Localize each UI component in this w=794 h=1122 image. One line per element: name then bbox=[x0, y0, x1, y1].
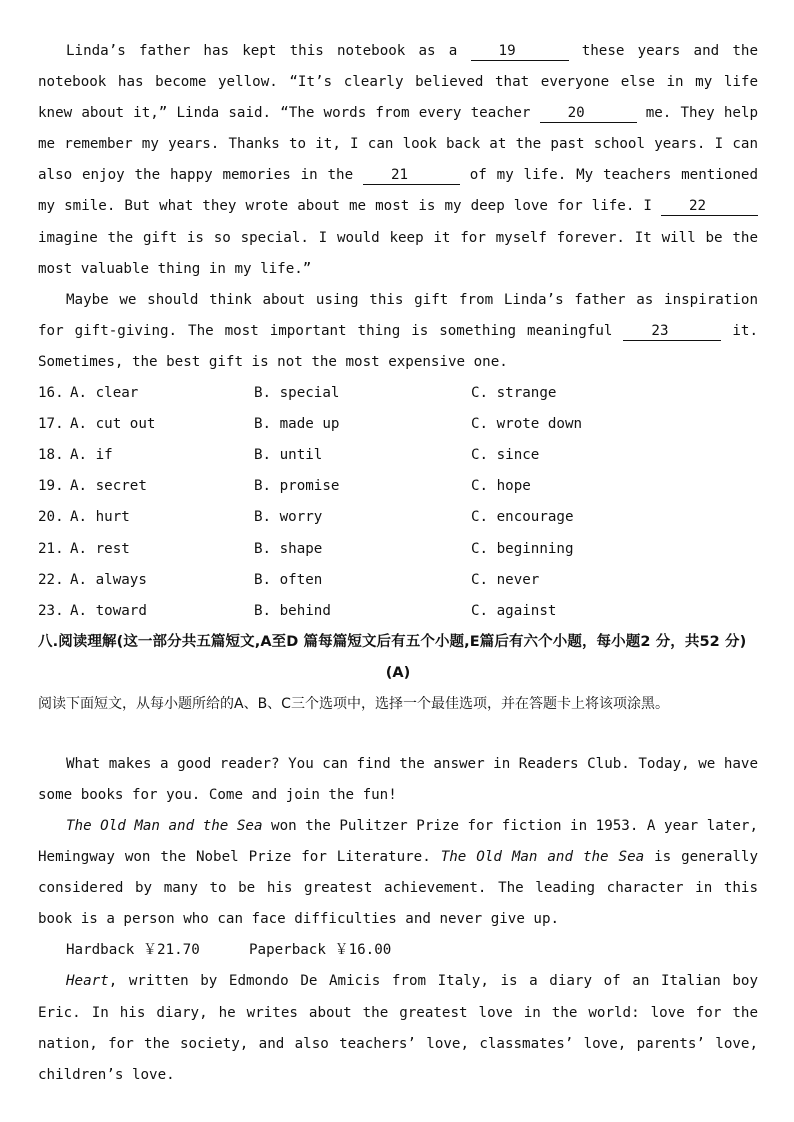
section-instruction: 阅读下面短文，从每小题所给的A、B、C三个选项中，选择一个最佳选项，并在答题卡上将该项涂黑。 bbox=[38, 695, 669, 712]
option-c: C. against bbox=[471, 602, 557, 619]
option-c: C. beginning bbox=[471, 540, 574, 557]
cloze-text: of my life. My teachers mentioned my smile. But what they wrote about me most is my deep love for life. I bbox=[38, 167, 758, 215]
blank-21: 21 bbox=[363, 166, 460, 185]
option-a: A. rest bbox=[70, 540, 130, 557]
option-c: C. hope bbox=[471, 478, 531, 495]
passage-label: (A) bbox=[385, 664, 411, 681]
option-c: C. since bbox=[471, 447, 540, 464]
book-title: The Old Man and the Sea bbox=[440, 849, 645, 866]
option-b: B. behind bbox=[254, 602, 331, 619]
option-a: A. always bbox=[70, 571, 147, 588]
option-a: A. secret bbox=[70, 478, 147, 495]
question-number: 19. bbox=[38, 478, 64, 495]
option-c: C. wrote down bbox=[471, 416, 583, 433]
question-number: 20. bbox=[38, 509, 64, 526]
cloze-text: imagine the gift is so special. I would keep it for myself forever. It will be the most valuable thing in my life.” bbox=[38, 229, 758, 277]
option-row bbox=[38, 409, 758, 440]
question-number: 16. bbox=[38, 385, 64, 402]
price-row bbox=[38, 935, 758, 966]
question-number: 21. bbox=[38, 540, 64, 557]
option-b: B. special bbox=[254, 385, 340, 402]
blank-22: 22 bbox=[661, 197, 758, 216]
cloze-paragraph-2 bbox=[38, 285, 758, 378]
option-b: B. promise bbox=[254, 478, 340, 495]
option-row bbox=[38, 440, 758, 471]
book-1-description bbox=[38, 811, 758, 935]
cloze-text: these years and the notebook has become yellow. “It’s clearly believed that everyone else in my life knew about it,” Linda said. “The words from every teacher bbox=[38, 43, 758, 122]
blank-23: 23 bbox=[623, 322, 721, 341]
blank-20: 20 bbox=[540, 104, 637, 123]
question-number: 18. bbox=[38, 447, 64, 464]
option-c: C. strange bbox=[471, 385, 557, 402]
option-a: A. clear bbox=[70, 385, 139, 402]
document-page bbox=[38, 36, 758, 1091]
cloze-text: Maybe we should think about using this gift from Linda’s father as inspiration for gift-giving. The most important thing is something meaningful bbox=[38, 291, 758, 339]
option-row bbox=[38, 565, 758, 596]
book-text: won the Pulitzer Prize for fiction in 1953. A year later, Hemingway won the Nobel Prize for Literature. bbox=[38, 817, 758, 866]
question-number: 17. bbox=[38, 416, 64, 433]
option-b: B. made up bbox=[254, 416, 340, 433]
option-a: A. toward bbox=[70, 602, 147, 619]
option-a: A. hurt bbox=[70, 509, 130, 526]
options-list bbox=[38, 378, 758, 627]
book-text: is generally considered by many to be his greatest achievement. The leading character in this book is a person who can face difficulties and never give up. bbox=[38, 849, 758, 928]
option-b: B. often bbox=[254, 571, 323, 588]
book-title: The Old Man and the Sea bbox=[66, 817, 263, 834]
question-number: 23. bbox=[38, 602, 64, 619]
option-row bbox=[38, 596, 758, 627]
section-title: 八.阅读理解(这一部分共五篇短文,A至D 篇每篇短文后有五个小题,E篇后有六个小题，每小题2 分，共52 分) bbox=[38, 633, 747, 650]
hardback-price: Hardback ￥21.70 bbox=[66, 942, 200, 959]
option-row bbox=[38, 502, 758, 533]
paperback-price: Paperback ￥16.00 bbox=[249, 942, 392, 959]
question-number: 22. bbox=[38, 571, 64, 588]
cloze-paragraph-1 bbox=[38, 36, 758, 285]
cloze-text: me. They help me remember my years. Thanks to it, I can look back at the past school years. I can also enjoy the happy memories in the bbox=[38, 105, 758, 184]
reading-intro: What makes a good reader? You can find the answer in Readers Club. Today, we have some books for you. Come and join the fun! bbox=[38, 755, 758, 803]
option-b: B. shape bbox=[254, 540, 323, 557]
option-row bbox=[38, 378, 758, 409]
option-c: C. encourage bbox=[471, 509, 574, 526]
option-row bbox=[38, 534, 758, 565]
book-2-description bbox=[38, 966, 758, 1090]
option-row bbox=[38, 471, 758, 502]
option-c: C. never bbox=[471, 571, 540, 588]
cloze-text: Linda’s father has kept this notebook as a bbox=[66, 43, 471, 59]
option-b: B. until bbox=[254, 447, 323, 464]
book-text: , written by Edmondo De Amicis from Italy, is a diary of an Italian boy Eric. In his diary, he writes about the greatest love in the world: love for the nation, for the society, and also teachers’ love, classmates’ love, parents’ love, children’s love. bbox=[38, 973, 758, 1083]
blank-19: 19 bbox=[471, 42, 569, 61]
option-a: A. if bbox=[70, 447, 113, 464]
book-title: Heart bbox=[66, 973, 109, 990]
cloze-text: it. Sometimes, the best gift is not the most expensive one. bbox=[38, 322, 758, 370]
option-b: B. worry bbox=[254, 509, 323, 526]
option-a: A. cut out bbox=[70, 416, 156, 433]
